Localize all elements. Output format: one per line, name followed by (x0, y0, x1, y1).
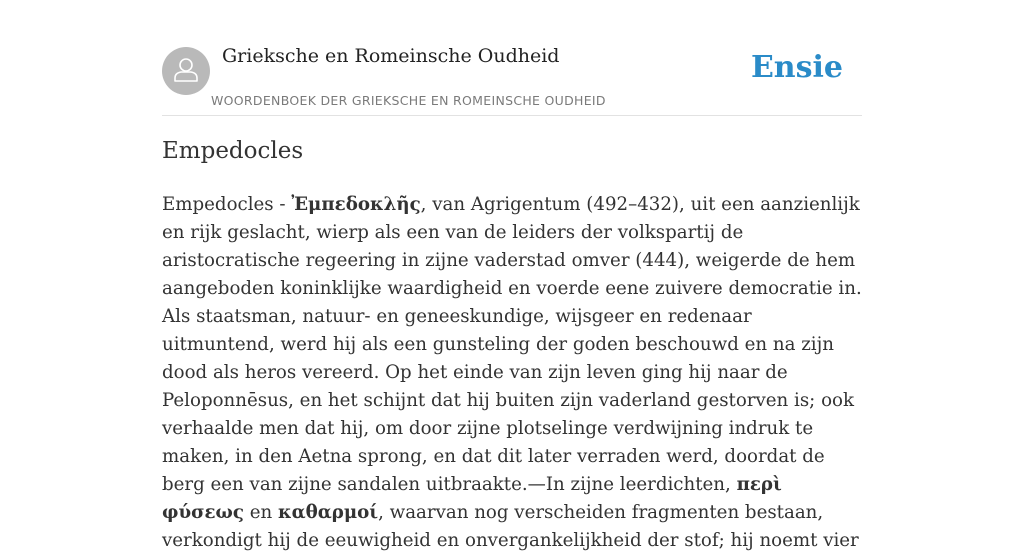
site-subtitle: WOORDENBOEK DER GRIEKSCHE EN ROMEINSCHE OUDHEID (211, 93, 606, 108)
avatar[interactable] (162, 47, 210, 95)
site-title[interactable]: Grieksche en Romeinsche Oudheid (222, 45, 560, 67)
entry-text: , van Agrigentum (492–432), uit een aanzienlijk en rijk geslacht, wierp als een van de leiders der volkspartij de aristocratische regeering in zijne vaderstad omver (444), weigerde de hem aangeboden koninklijke waardigheid en voerde eene zuivere democratie in. Als staatsman, natuur- en geneeskundige, wijsgeer en redenaar uitmuntend, werd hij als een gunsteling der goden beschouwd en na zijn dood als heros vereerd. Op het einde van zijn leven ging hij naar de Peloponnēsus, en het schijnt dat hij buiten zijn vaderland gestorven is; ook verhaalde men dat hij, om door zijne plotselinge verdwijning indruk te maken, in den Aetna sprong, en dat dit later verraden werd, doordat de berg een van zijne sandalen uitbraakte.—In zijne leerdichten, (162, 194, 862, 495)
greek-term: καθαρμοί (277, 502, 379, 523)
greek-term: περὶ φύσεως (162, 474, 782, 523)
brand-logo[interactable]: Ensie (750, 50, 843, 85)
entry-text: en (243, 502, 278, 523)
user-icon (171, 54, 201, 89)
site-header (162, 0, 862, 116)
entry-text: , waarvan nog verscheiden fragmenten bestaan, verkondigt hij de eeuwigheid en onvergankelijkheid der stof; hij noemt vier (162, 502, 859, 551)
entry-title: Empedocles (162, 138, 304, 164)
entry-body (162, 191, 864, 555)
entry-text: Empedocles - (162, 194, 292, 215)
greek-term: Ἐμπεδοκλῆς (291, 194, 421, 215)
